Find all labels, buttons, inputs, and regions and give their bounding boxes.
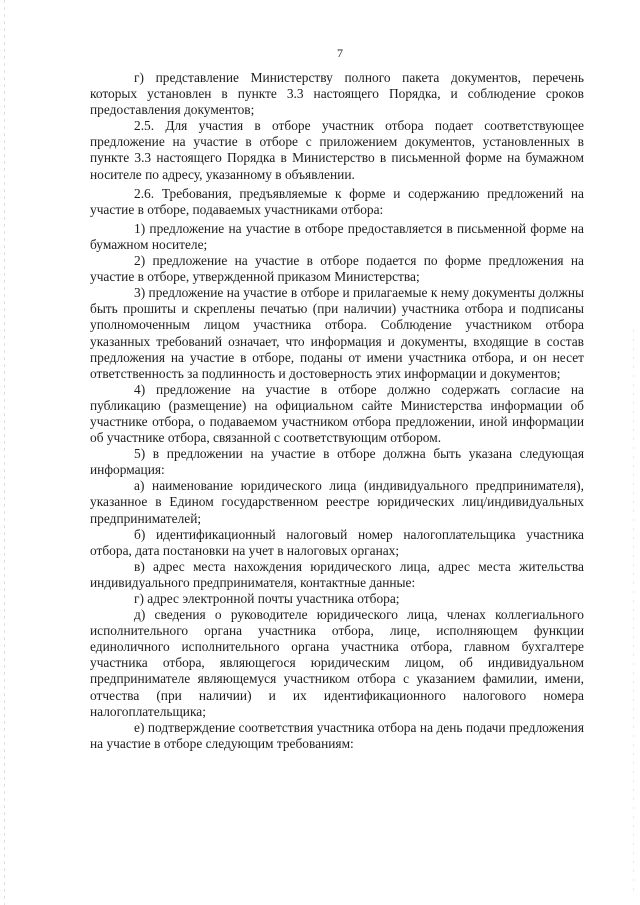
document-body — [90, 70, 584, 752]
page-number: 7 — [337, 46, 343, 60]
scan-edge-right — [633, 330, 634, 890]
paragraph-sub-v: в) адрес места нахождения юридического лица, адрес места жительства индивидуального предпринимателя, контактные данные: — [90, 558, 584, 590]
paragraph-item-2: 2) предложение на участие в отборе подается по форме предложения на участие в отборе, утвержденной приказом Министерства; — [90, 253, 584, 285]
paragraph-2-6: 2.6. Требования, предъявляемые к форме и содержанию предложений на участие в отборе, подаваемых участниками отбора: — [90, 185, 584, 217]
paragraph-sub-g: г) адрес электронной почты участника отбора; — [134, 591, 400, 606]
paragraph-sub-a: а) наименование юридического лица (индивидуального предпринимателя), указанное в Едином государственном реестре юридических лиц/индивидуальных предпринимателей; — [90, 478, 584, 526]
paragraph-2-5: 2.5. Для участия в отборе участник отбора подает соответствующее предложение на участие в отборе с приложением документов, установленных в пункте 3.3 настоящего Порядка в Министерство в письменной форме на бумажном носителе по адресу, указанному в объявлении. — [90, 118, 584, 182]
paragraph-item-4: 4) предложение на участие в отборе должно содержать согласие на публикацию (размещение) на официальном сайте Министерства информации об участнике отбора, о подаваемом участником отбора предложении, иной информации об участнике отбора, связанной с соответствующим отбором. — [90, 381, 584, 446]
paragraph-item-5: 5) в предложении на участие в отборе должна быть указана следующая информация: — [90, 446, 584, 478]
paragraph-item-3: 3) предложение на участие в отборе и прилагаемые к нему документы должны быть прошиты и скреплены печатью (при наличии) участника отбора и подписаны уполномоченным лицом участника отбора. Соблюдение участником отбора указанных требований означает, что информация и документы, входящие в состав предложения на участие в отборе, поданы от имени участника отбора, и он несет ответственность за подлинность и достоверность этих информации и документов; — [90, 285, 584, 381]
scan-edge-left — [4, 0, 5, 905]
paragraph-g-documents: г) представление Министерству полного пакета документов, перечень которых установлен в пункте 3.3 настоящего Порядка, и соблюдение сроков предоставления документов; — [90, 70, 584, 118]
paragraph-sub-b: б) идентификационный налоговый номер налогоплательщика участника отбора, дата постановки на учет в налоговых органах; — [90, 526, 584, 558]
paragraph-sub-d: д) сведения о руководителе юридического лица, членах коллегиального исполнительного органа участника отбора, лице, исполняющем функции единоличного исполнительного органа участника отбора, главном бухгалтере участника отбора, являющегося юридическим лицом, об индивидуальном предпринимателе являющемуся участником отбора с указанием фамилии, имени, отчества (при наличии) и их идентификационного налогового номера налогоплательщика; — [90, 607, 584, 719]
paragraph-sub-e: е) подтверждение соответствия участника отбора на день подачи предложения на участие в отборе следующим требованиям: — [90, 719, 584, 751]
paragraph-item-1: 1) предложение на участие в отборе предоставляется в письменной форме на бумажном носителе; — [90, 220, 584, 252]
